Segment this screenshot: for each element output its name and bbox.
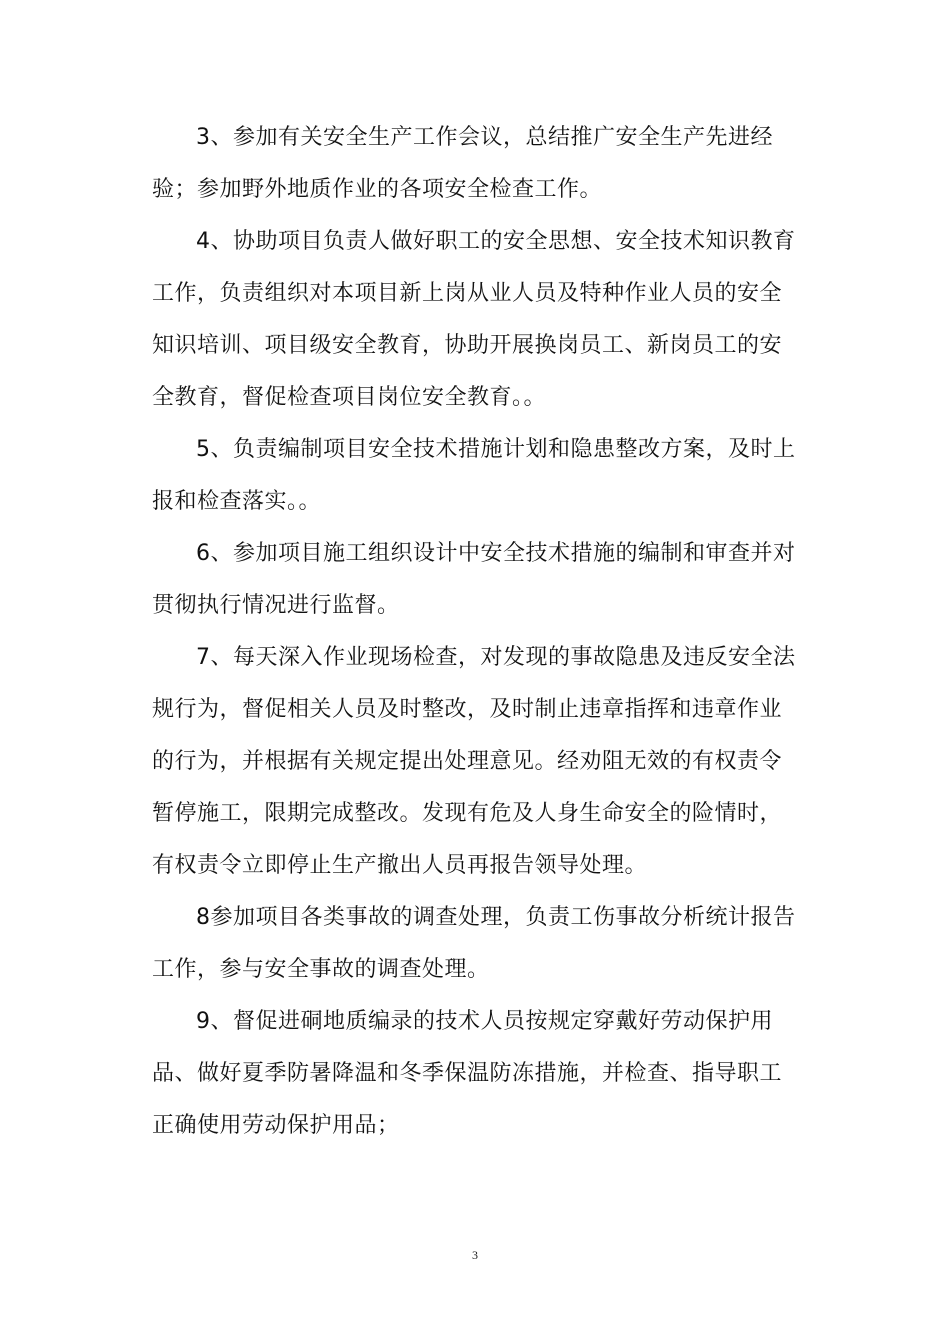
document-body (152, 112, 802, 1152)
paragraph-item-3: 3、参加有关安全生产工作会议，总结推广安全生产先进经验；参加野外地质作业的各项安全检查工作。 (152, 125, 773, 202)
paragraph-item-6: 6、参加项目施工组织设计中安全技术措施的编制和审查并对贯彻执行情况进行监督。 (152, 541, 796, 618)
paragraph-item-4: 4、协助项目负责人做好职工的安全思想、安全技术知识教育工作，负责组织对本项目新上岗从业人员及特种作业人员的安全知识培训、项目级安全教育，协助开展换岗员工、新岗员工的安全教育，督促检查项目岗位安全教育。。 (152, 229, 796, 410)
paragraph-item-8: 8参加项目各类事故的调查处理，负责工伤事故分析统计报告工作，参与安全事故的调查处理。 (152, 905, 796, 982)
paragraph-item-7: 7、每天深入作业现场检查，对发现的事故隐患及违反安全法规行为，督促相关人员及时整改，及时制止违章指挥和违章作业的行为，并根据有关规定提出处理意见。经劝阻无效的有权责令暂停施工，限期完成整改。发现有危及人身生命安全的险情时，有权责令立即停止生产撤出人员再报告领导处理。 (152, 645, 796, 878)
page-number: 3 (472, 1248, 478, 1262)
paragraph-item-9: 9、督促进硐地质编录的技术人员按规定穿戴好劳动保护用品、做好夏季防暑降温和冬季保温防冻措施，并检查、指导职工正确使用劳动保护用品； (152, 1009, 783, 1138)
paragraph-item-5: 5、负责编制项目安全技术措施计划和隐患整改方案，及时上报和检查落实。。 (152, 437, 796, 514)
